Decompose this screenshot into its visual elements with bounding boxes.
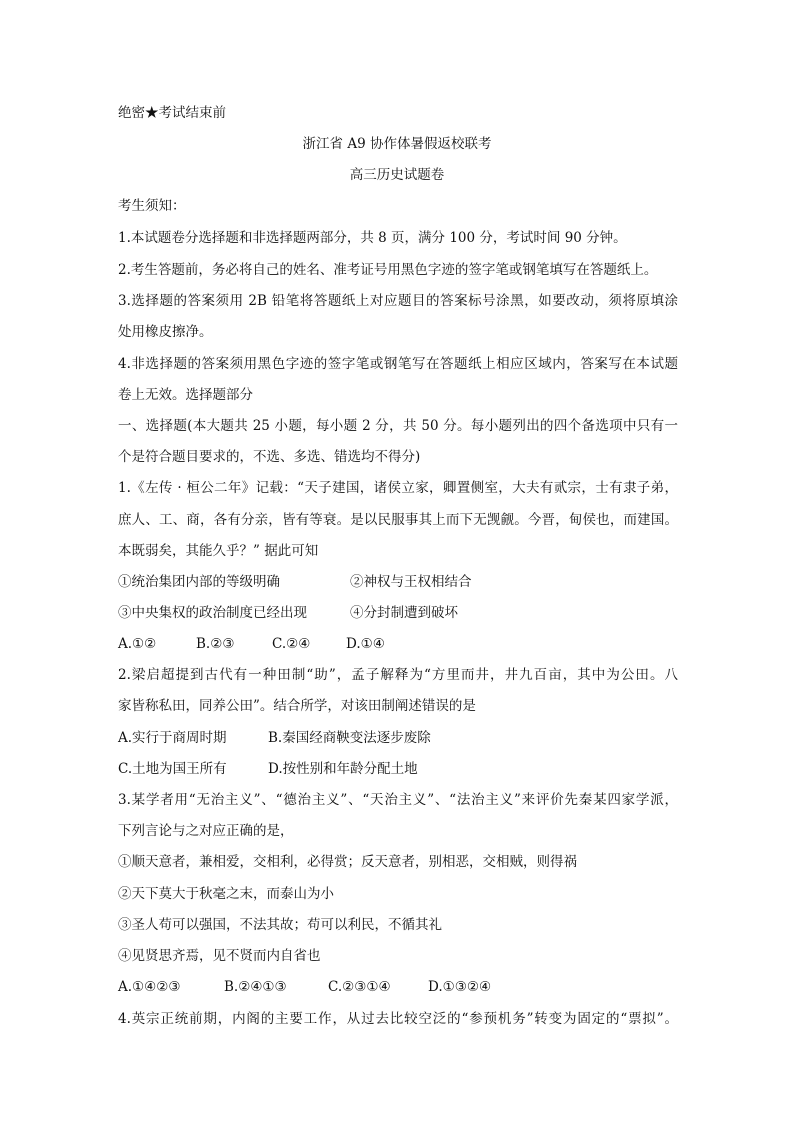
q1-statement-2: ②神权与王权相结合 (350, 574, 472, 590)
q1-statement-3: ③中央集权的政治制度已经出现 (118, 605, 307, 621)
q3-statement-1: ①顺天意者，兼相爱，交相利，必得赏；反天意者，别相恶，交相贼，则得祸 (118, 854, 577, 870)
q3-statement-3: ③圣人苟可以强国，不法其故；苟可以利民，不循其礼 (118, 917, 442, 933)
notice-item-4: 4.非选择题的答案须用黑色字迹的签字笔或钢笔写在答题纸上相应区域内，答案写在本试题 (118, 356, 678, 372)
notice-item-3-cont: 处用橡皮擦净。 (118, 324, 213, 340)
q3-stem-line-1: 3.某学者用“无治主义”、“德治主义”、“天治主义”、“法治主义”来评价先秦某四家学派， (118, 792, 678, 808)
notice-item-2: 2.考生答题前，务必将自己的姓名、准考证号用黑色字迹的签字笔或钢笔填写在答题纸上。 (118, 262, 658, 278)
q1-stem-line-2: 庶人、工、商，各有分亲，皆有等衰。是以民服事其上而下无觊觎。今晋，甸侯也，而建国。 (118, 512, 678, 528)
q3-option-a: A.①④②③ (118, 979, 181, 995)
q1-option-a: A.①② (118, 636, 157, 652)
q2-stem-line-1: 2.梁启超提到古代有一种田制“助”，孟子解释为“方里而井，井九百亩，其中为公田。八 (118, 667, 678, 683)
q3-stem-line-2: 下列言论与之对应正确的是， (118, 823, 294, 839)
q1-statements-row-2 (118, 604, 458, 622)
q1-stem-line-3: 本既弱矣，其能久乎？” 据此可知 (118, 543, 319, 559)
q1-stem-line-1: 1.《左传 · 桓公二年》记载：“天子建国，诸侯立家，卿置侧室，大夫有贰宗，士有隶子弟， (118, 480, 678, 496)
q2-options-row-2 (118, 760, 418, 778)
q1-statements-row-1 (118, 573, 472, 591)
notice-item-4-cont: 卷上无效。选择题部分 (118, 387, 253, 403)
q1-statement-4: ④分封制遭到破坏 (350, 605, 458, 621)
q1-option-d: D.①④ (346, 636, 385, 652)
q3-options (118, 978, 491, 996)
section-heading-line-2: 个是符合题目要求的，不选、多选、错选均不得分) (118, 449, 421, 465)
q3-option-b: B.②④①③ (224, 979, 287, 995)
q1-option-c: C.②④ (272, 636, 311, 652)
q1-option-b: B.②③ (196, 636, 235, 652)
exam-title: 浙江省 A9 协作体暑假返校联考 (302, 136, 492, 152)
q3-statement-2: ②天下莫大于秋毫之末，而泰山为小 (118, 886, 334, 902)
exam-subtitle: 高三历史试题卷 (349, 167, 445, 183)
notice-item-3: 3.选择题的答案须用 2B 铅笔将答题纸上对应题目的答案标号涂黑，如要改动，须将原填涂 (118, 293, 678, 309)
q2-option-d: D.按性别和年龄分配土地 (268, 761, 418, 777)
section-heading-line-1: 一、选择题(本大题共 25 小题，每小题 2 分，共 50 分。每小题列出的四个备选项中只有一 (118, 418, 678, 434)
q3-option-c: C.②③①④ (328, 979, 391, 995)
q4-stem-line-1: 4.英宗正统前期，内阁的主要工作，从过去比较空泛的“参预机务”转变为固定的“票拟”。 (118, 1011, 678, 1027)
q2-option-c: C.土地为国王所有 (118, 761, 227, 777)
q1-statement-1: ①统治集团内部的等级明确 (118, 574, 280, 590)
q2-option-b: B.秦国经商鞅变法逐步废除 (268, 730, 431, 746)
notice-item-1: 1.本试题卷分选择题和非选择题两部分，共 8 页，满分 100 分，考试时间 90 分钟。 (118, 230, 627, 246)
q2-option-a: A.实行于商周时期 (118, 730, 227, 746)
q2-options-row-1 (118, 729, 431, 747)
secret-label: 绝密★考试结束前 (118, 105, 226, 121)
q3-option-d: D.①③②④ (428, 979, 492, 995)
q2-stem-line-2: 家皆称私田，同养公田”。结合所学，对该田制阐述错误的是 (118, 698, 476, 714)
notice-heading: 考生须知： (118, 198, 186, 214)
q1-options (118, 635, 385, 653)
q3-statement-4: ④见贤思齐焉，见不贤而内自省也 (118, 948, 321, 964)
